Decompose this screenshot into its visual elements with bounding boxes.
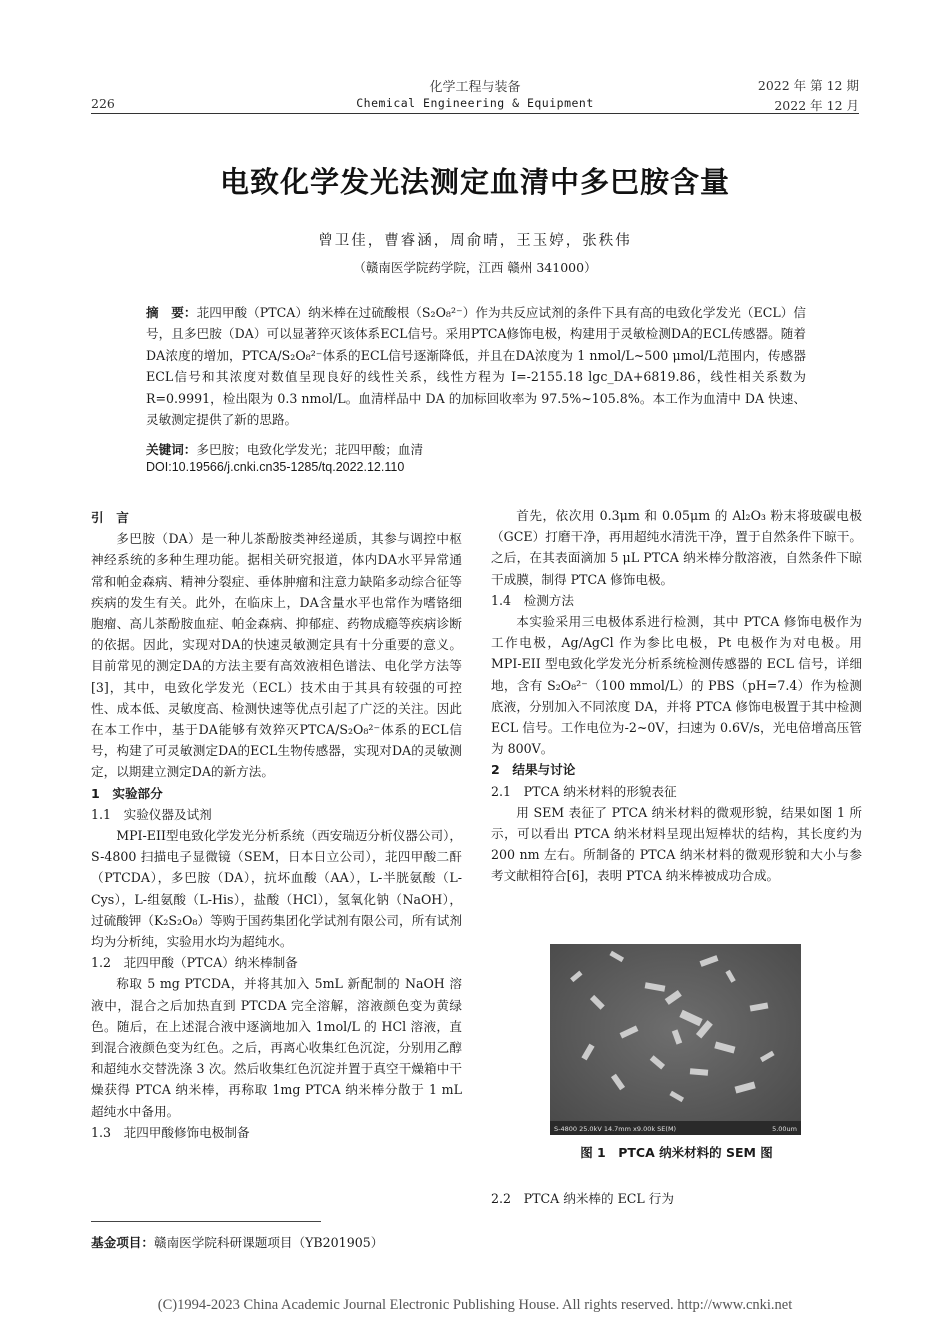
paragraph: 本实验采用三电极体系进行检测，其中 PTCA 修饰电极作为工作电极，Ag/AgCl 作为参比电极，Pt 电极作为对电极。用 MPI-EII 型电致化学发光分析系统检测传感器的 ECL 信号，详细地，含有 S₂O₈²⁻（100 mmol/L）的 PBS（pH=7.4）作为检测底液，分别加入不同浓度 DA，并将 PTCA 修饰电极置于其中检测 ECL 信号。工作电位为-2~0V，扫速为 0.6V/s，光电倍增高压管为 800V。 bbox=[491, 614, 862, 757]
funding-label: 基金项目： bbox=[91, 1235, 154, 1250]
section-heading: 2.1 PTCA 纳米材料的形貌表征 bbox=[491, 783, 677, 799]
doi: DOI:10.19566/j.cnki.cn35-1285/tq.2022.12.110 bbox=[146, 460, 405, 474]
copyright-notice: (C)1994-2023 China Academic Journal Electronic Publishing House. All rights reserved. http://www.cnki.net bbox=[157, 1297, 793, 1313]
sem-image bbox=[550, 944, 801, 1135]
header-rule bbox=[91, 113, 859, 114]
issue-date: 2022 年 12 月 bbox=[774, 98, 859, 113]
page-number: 226 bbox=[91, 96, 115, 111]
abstract-label: 摘 要： bbox=[146, 305, 197, 320]
funding-text: 赣南医学院科研课题项目（YB201905） bbox=[153, 1235, 384, 1250]
issue-number: 2022 年 第 12 期 bbox=[757, 78, 859, 93]
section-heading: 1 实验部分 bbox=[91, 785, 163, 801]
keywords-text: 多巴胺；电致化学发光；苝四甲酸；血清 bbox=[196, 442, 424, 457]
keywords bbox=[146, 439, 423, 458]
paragraph: 用 SEM 表征了 PTCA 纳米材料的微观形貌，结果如图 1 所示，可以看出 PTCA 纳米材料呈现出短棒状的结构，其长度约为 200 nm 左右。所制备的 PTCA 纳米材料的微观形貌和大小与参考文献相符合[6]，表明 PTCA 纳米棒被成功合成。 bbox=[491, 804, 862, 884]
sem-info-label: S-4800 25.0kV 14.7mm x9.00k SE(M) bbox=[554, 1125, 677, 1133]
footnote-rule bbox=[91, 1221, 321, 1222]
section-heading: 1.4 检测方法 bbox=[491, 592, 574, 608]
paragraph: 称取 5 mg PTCDA，并将其加入 5mL 新配制的 NaOH 溶液中，混合之后加热直到 PTCDA 完全溶解，溶液颜色变为黄绿色。随后，在上述混合液中逐滴地加入 1mol/L 的 HCl 溶液，直到混合液颜色变为红色。之后，再离心收集红色沉淀，分别用乙醇和超纯水交替洗涤 3 次。然后收集红色沉淀并置于真空干燥箱中干燥获得 PTCA 纳米棒，再称取 1mg PTCA 纳米棒分散于 1 mL 超纯水中备用。 bbox=[91, 976, 462, 1119]
affiliation: （赣南医学院药学院，江西 赣州 341000） bbox=[353, 260, 597, 275]
sem-figure bbox=[550, 944, 801, 1135]
section-heading: 1.2 苝四甲酸（PTCA）纳米棒制备 bbox=[91, 955, 298, 971]
section-heading: 1.1 实验仪器及试剂 bbox=[91, 806, 212, 822]
abstract bbox=[146, 302, 806, 430]
section-heading: 2 结果与讨论 bbox=[491, 762, 576, 778]
keywords-label: 关键词： bbox=[146, 442, 197, 457]
journal-title-en: Chemical Engineering & Equipment bbox=[356, 96, 594, 110]
funding-note bbox=[91, 1232, 383, 1251]
paragraph: 多巴胺（DA）是一种儿茶酚胺类神经递质，其参与调控中枢神经系统的多种生理功能。据相关研究报道，体内DA水平异常通常和帕金森病、精神分裂症、垂体肿瘤和注意力缺陷多动综合征等疾病的发生有关。此外，在临床上，DA含量水平也常作为嗜铬细胞瘤、高儿茶酚胺血症、帕金森病、抑郁症、药物成瘾等疾病诊断的依据。因此，实现对DA的快速灵敏测定具有十分重要的意义。目前常见的测定DA的方法主要有高效液相色谱法、电化学方法等[3]，其中，电致化学发光（ECL）技术由于其具有较强的可控性、成本低、灵敏度高、检测快速等优点引起了广泛的关注。因此在本工作中，基于DA能够有效猝灭PTCA/S₂O₈²⁻体系的ECL信号，构建了可灵敏测定DA的ECL生物传感器，实现对DA的灵敏测定，以期建立测定DA的新方法。 bbox=[91, 531, 462, 780]
paragraph: 首先，依次用 0.3μm 和 0.05μm 的 Al₂O₃ 粉末将玻碳电极（GCE）打磨干净，再用超纯水清洗干净，置于自然条件下晾干。之后，在其表面滴加 5 μL PTCA 纳米棒分散溶液，自然条件下晾干成膜，制得 PTCA 修饰电极。 bbox=[491, 508, 862, 587]
paragraph: MPI-EII型电致化学发光分析系统（西安瑞迈分析仪器公司），S-4800 扫描电子显微镜（SEM，日本日立公司），苝四甲酸二酐（PTCDA），多巴胺（DA），抗坏血酸（AA），L-半胱氨酸（L-Cys），L-组氨酸（L-His），盐酸（HCl），氢氧化钠（NaOH），过硫酸钾（K₂S₂O₈）等购于国药集团化学试剂有限公司，所有试剂均为分析纯，实验用水均为超纯水。 bbox=[91, 828, 462, 950]
journal-title-cn: 化学工程与装备 bbox=[429, 80, 521, 95]
left-column bbox=[91, 507, 462, 1143]
figure-caption: 图 1 PTCA 纳米材料的 SEM 图 bbox=[580, 1145, 773, 1160]
paper-title: 电致化学发光法测定血清中多巴胺含量 bbox=[219, 165, 730, 199]
section-2-2-heading: 2.2 PTCA 纳米棒的 ECL 行为 bbox=[491, 1191, 674, 1206]
section-heading: 1.3 苝四甲酸修饰电极制备 bbox=[91, 1124, 250, 1140]
author-list: 曾卫佳，曹睿涵，周俞晴，王玉婷，张秩伟 bbox=[318, 233, 632, 249]
right-column bbox=[491, 505, 862, 887]
section-heading: 引 言 bbox=[91, 510, 129, 525]
abstract-text: 苝四甲酸（PTCA）纳米棒在过硫酸根（S₂O₈²⁻）作为共反应试剂的条件下具有高的电致化学发光（ECL）信号，且多巴胺（DA）可以显著猝灭该体系ECL信号。采用PTCA修饰电极，构建用于灵敏检测DA的ECL传感器。随着DA浓度的增加，PTCA/S₂O₈²⁻体系的ECL信号逐渐降低，并且在DA浓度为 1 nmol/L~500 μmol/L范围内，传感器ECL信号和其浓度对数值呈现良好的线性关系，线性方程为 I=-2155.18 lgc_DA+6819.86，线性相关系数为 R=0.9991，检出限为 0.3 nmol/L。血清样品中 DA 的加标回收率为 97.5%~105.8%。本工作为血清中 DA 快速、灵敏测定提供了新的思路。 bbox=[146, 305, 806, 428]
sem-scale-label: 5.00um bbox=[772, 1125, 797, 1133]
